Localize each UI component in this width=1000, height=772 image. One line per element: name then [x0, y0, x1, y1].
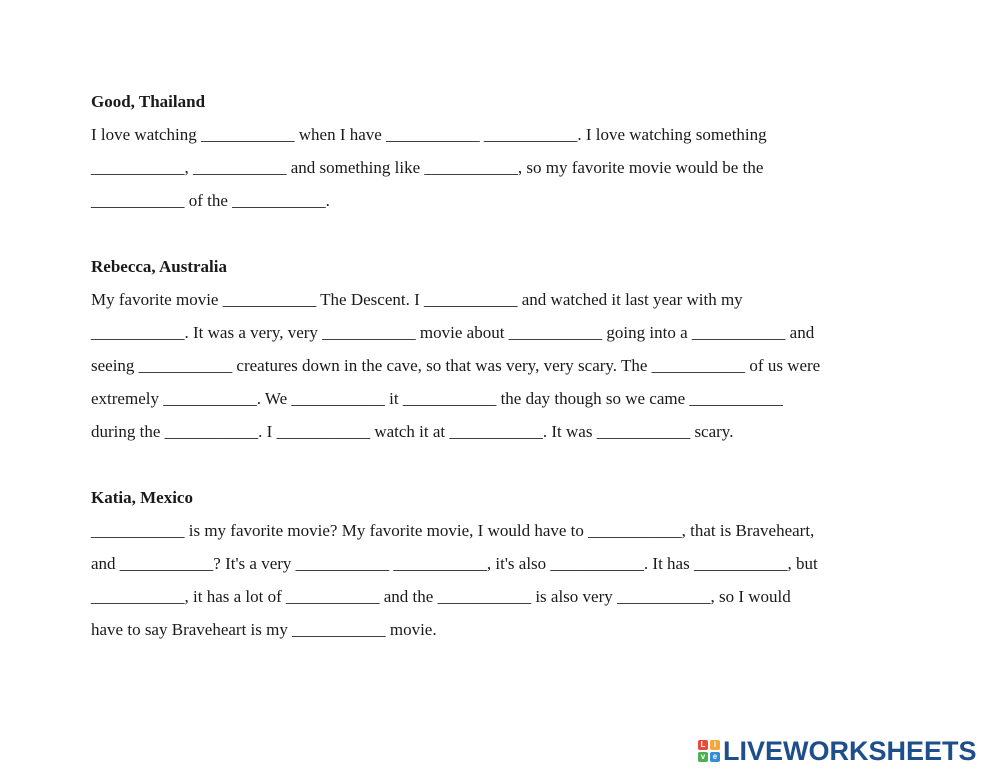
- section-heading: Good, Thailand: [91, 92, 206, 111]
- logo-text: LIVEWORKSHEETS: [723, 735, 977, 766]
- logo-tile: e: [710, 752, 720, 762]
- section-rebecca-australia: [91, 250, 921, 448]
- logo-tile: v: [698, 752, 708, 762]
- text-line: ___________ of the ___________.: [91, 191, 330, 210]
- liveworksheets-logo: [698, 736, 977, 766]
- section-good-thailand: [91, 85, 921, 217]
- text-line: ___________, it has a lot of ___________ and the ___________ is also very ___________, so I would: [91, 587, 791, 606]
- text-line: ___________. It was a very, very ___________ movie about ___________ going into a ___________ and: [91, 323, 815, 342]
- text-line: My favorite movie ___________ The Descent. I ___________ and watched it last year with my: [91, 290, 743, 309]
- text-line: I love watching ___________ when I have ___________ ___________. I love watching something: [91, 125, 767, 144]
- text-line: ___________ is my favorite movie? My favorite movie, I would have to ___________, that is Braveheart,: [91, 521, 815, 540]
- text-line: during the ___________. I ___________ watch it at ___________. It was ___________ scary.: [91, 422, 734, 441]
- section-heading: Rebecca, Australia: [91, 257, 227, 276]
- logo-mark-icon: [698, 740, 720, 762]
- text-line: seeing ___________ creatures down in the cave, so that was very, very scary. The ___________ of us were: [91, 356, 821, 375]
- logo-tile: L: [698, 740, 708, 750]
- text-line: ___________, ___________ and something like ___________, so my favorite movie would be the: [91, 158, 764, 177]
- logo-tile: i: [710, 740, 720, 750]
- section-katia-mexico: [91, 481, 921, 646]
- text-line: have to say Braveheart is my ___________ movie.: [91, 620, 437, 639]
- section-heading: Katia, Mexico: [91, 488, 193, 507]
- text-line: extremely ___________. We ___________ it ___________ the day though so we came ___________: [91, 389, 783, 408]
- worksheet: [91, 85, 921, 646]
- text-line: and ___________? It's a very ___________ ___________, it's also ___________. It has ___________, but: [91, 554, 818, 573]
